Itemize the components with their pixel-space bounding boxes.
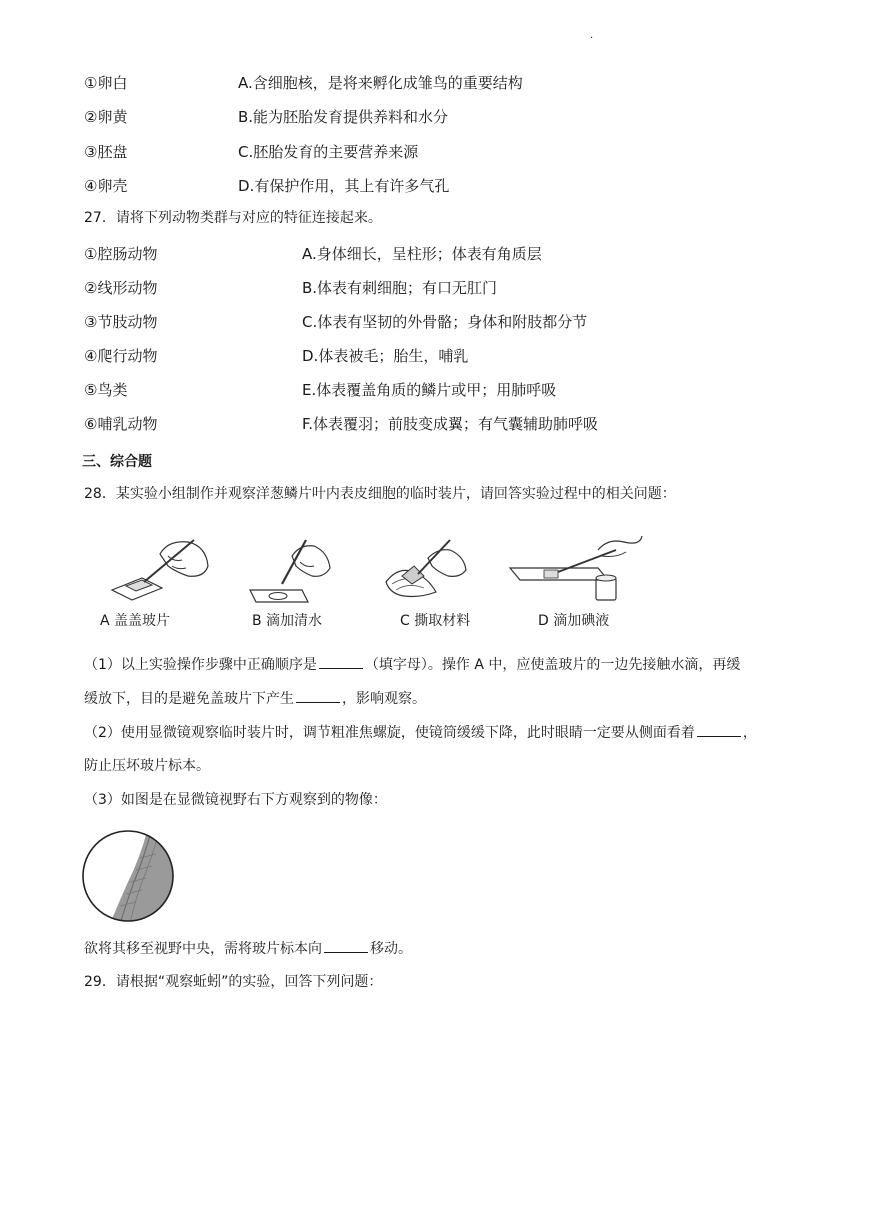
q28-sub4-text-a: 欲将其移至视野中央，需将玻片标本向 xyxy=(84,941,322,957)
answer-blank-1[interactable] xyxy=(319,654,363,669)
q27-left-2: ②线形动物 xyxy=(84,279,158,297)
q27-row-2 xyxy=(84,277,804,299)
q28-sub2-line2: 防止压坏玻片标本。 xyxy=(84,758,210,774)
q26-row-1 xyxy=(84,72,784,94)
q26-left-3: ③胚盘 xyxy=(84,143,128,161)
q27-row-1 xyxy=(84,243,804,265)
q28-sub1-text-c: 缓放下，目的是避免盖玻片下产生 xyxy=(84,691,294,707)
q28-sub2-line1 xyxy=(84,722,757,743)
answer-blank-3[interactable] xyxy=(697,722,741,737)
caption-b: B 滴加清水 xyxy=(252,613,323,629)
q27-right-1: A.身体细长，呈柱形；体表有角质层 xyxy=(302,245,542,263)
caption-d: D 滴加碘液 xyxy=(538,613,610,629)
q27-row-5 xyxy=(84,379,804,401)
q26-row-3 xyxy=(84,141,784,163)
figure-c-tear-material xyxy=(384,536,474,604)
q27-right-3: C.体表有坚韧的外骨骼；身体和附肢都分节 xyxy=(302,313,588,331)
q28-sub4-text-b: 移动。 xyxy=(370,941,412,957)
q27-right-6: F.体表覆羽；前肢变成翼；有气囊辅助肺呼吸 xyxy=(302,415,598,433)
q27-right-5: E.体表覆盖角质的鳞片或甲；用肺呼吸 xyxy=(302,381,557,399)
q26-left-1: ①卵白 xyxy=(84,74,128,92)
caption-a: A 盖盖玻片 xyxy=(100,613,171,629)
q28-sub1-text-d: ，影响观察。 xyxy=(342,691,426,707)
page-mark: . xyxy=(590,30,594,41)
figure-d-iodine xyxy=(508,532,648,608)
q26-left-4: ④卵壳 xyxy=(84,177,128,195)
q27-row-3 xyxy=(84,311,804,333)
figure-a-cover-slip xyxy=(108,532,218,604)
q28-sub1-line2 xyxy=(84,688,426,709)
q28-sub4 xyxy=(84,938,412,959)
q27-row-6 xyxy=(84,413,804,435)
section-title: 三、综合题 xyxy=(82,454,152,470)
q28-sub2-text-a: （2）使用显微镜观察临时装片时，调节粗准焦螺旋，使镜筒缓缓下降，此时眼睛一定要从侧面看着 xyxy=(84,725,695,741)
q27-row-4 xyxy=(84,345,804,367)
answer-blank-4[interactable] xyxy=(324,938,368,953)
answer-blank-2[interactable] xyxy=(296,688,340,703)
q27-right-4: D.体表被毛；胎生，哺乳 xyxy=(302,347,469,365)
q28-sub1-text-b: （填字母）。操作 A 中，应使盖玻片的一边先接触水滴，再缓 xyxy=(364,657,741,673)
figure-b-drop-water xyxy=(246,534,336,606)
q28-sub2-text-b: ， xyxy=(742,725,757,741)
q27-right-2: B.体表有刺细胞；有口无肛门 xyxy=(302,279,498,297)
q26-row-4 xyxy=(84,175,784,197)
q26-right-2: B.能为胚胎发育提供养料和水分 xyxy=(238,108,449,126)
q26-right-4: D.有保护作用，其上有许多气孔 xyxy=(238,177,450,195)
q29-title: 29．请根据“观察蚯蚓”的实验，回答下列问题： xyxy=(84,974,383,990)
q27-left-4: ④爬行动物 xyxy=(84,347,158,365)
q26-right-1: A.含细胞核，是将来孵化成雏鸟的重要结构 xyxy=(238,74,523,92)
q26-row-2 xyxy=(84,106,784,128)
q26-right-3: C.胚胎发育的主要营养来源 xyxy=(238,143,419,161)
q28-sub3: （3）如图是在显微镜视野右下方观察到的物像： xyxy=(84,792,387,808)
caption-c: C 撕取材料 xyxy=(400,613,471,629)
q27-left-1: ①腔肠动物 xyxy=(84,245,158,263)
q27-left-3: ③节肢动物 xyxy=(84,313,158,331)
q28-sub1-line1 xyxy=(84,654,740,675)
microscope-field-view xyxy=(80,828,176,924)
q27-title: 27．请将下列动物类群与对应的特征连接起来。 xyxy=(84,210,382,226)
q26-left-2: ②卵黄 xyxy=(84,108,128,126)
q27-left-5: ⑤鸟类 xyxy=(84,381,128,399)
q28-sub1-text-a: （1）以上实验操作步骤中正确顺序是 xyxy=(84,657,317,673)
q28-title: 28．某实验小组制作并观察洋葱鳞片叶内表皮细胞的临时装片，请回答实验过程中的相关问题： xyxy=(84,486,676,502)
q27-left-6: ⑥哺乳动物 xyxy=(84,415,158,433)
